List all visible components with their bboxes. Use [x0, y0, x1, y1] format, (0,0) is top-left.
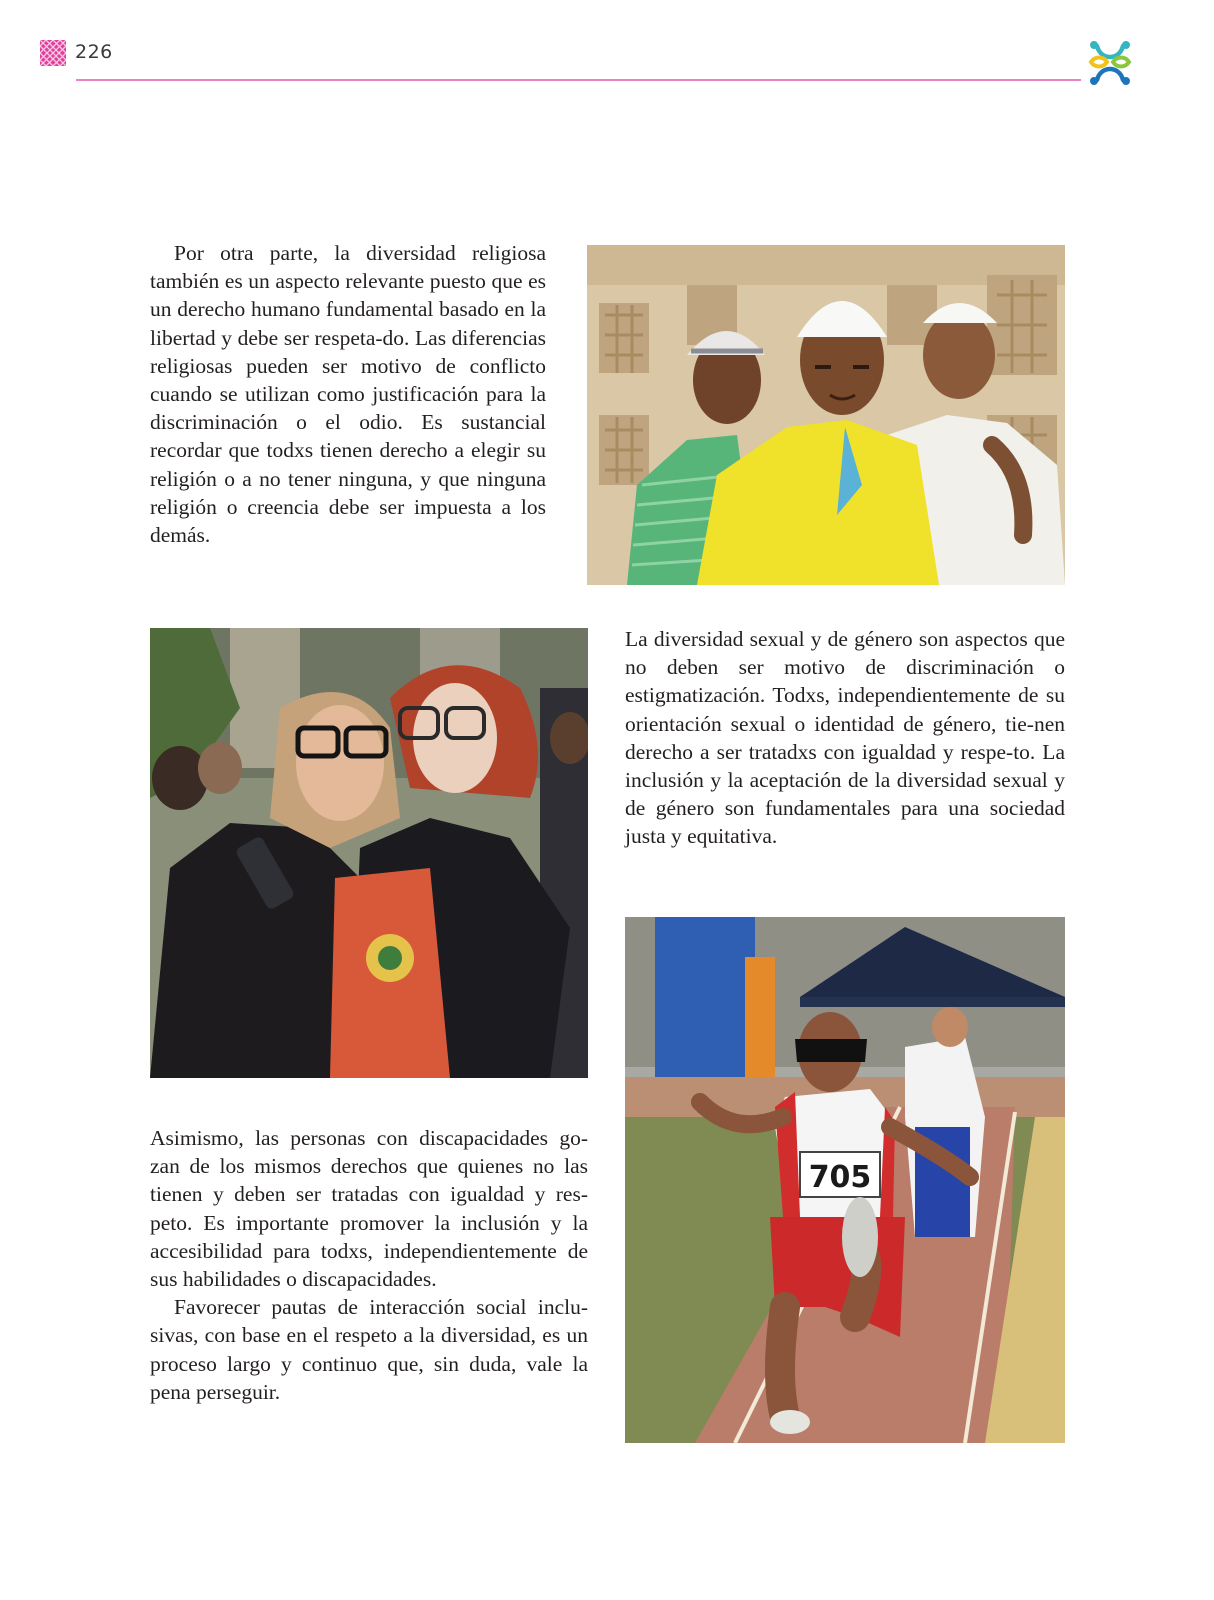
page-number: 226: [75, 41, 113, 63]
disability-paragraph-block: [150, 1124, 588, 1406]
religion-paragraph-block: [150, 239, 546, 549]
sexual-diversity-paragraph: La diversidad sexual y de género son aspectos que no deben ser motivo de discriminación o estigmatización. Todxs, independientemente de su orientación sexual o identidad de género, tie-nen derecho a ser tratadxs con igualdad y respe-to. La inclusión y la aceptación de la diversidad sexual y de género son fundamentales para una sociedad justa y equitativa.: [625, 627, 1065, 849]
photo-young-men-religious-caps: [587, 245, 1065, 585]
header-rule: [76, 79, 1081, 81]
disability-paragraph: Asimismo, las personas con discapacidades go-zan de los mismos derechos que quienes no las tienen y deben ser tratadas con igualdad y res-peto. Es importante promover la inclusión y la accesibilidad para todxs, independientemente de sus habilidades o discapacidades.: [150, 1126, 588, 1292]
inclusion-paragraph: Favorecer pautas de interacción social inclu-sivas, con base en el respeto a la diversidad, es un proceso largo y continuo que, sin duda, vale la pena perseguir.: [150, 1295, 588, 1404]
photo-blindfolded-athlete-long-jump: [625, 917, 1065, 1443]
ornament-pattern-icon: [40, 40, 66, 66]
photo-two-young-women-hugging: [150, 628, 588, 1078]
bib-number: 705: [808, 1160, 872, 1195]
people-circle-logo-icon: [1085, 38, 1135, 88]
pattern-glyph: [40, 40, 66, 66]
sexual-diversity-paragraph-block: [625, 625, 1065, 851]
religion-paragraph: Por otra parte, la diversidad religiosa también es un aspecto relevante puesto que es un derecho humano fundamental basado en la libertad y debe ser respeta-do. Las diferencias religiosas pueden ser motivo de conflicto cuando se utilizan como justificación para la discriminación o el odio. Es sustancial recordar que todxs tienen derecho a elegir su religión o a no tener ninguna, y que ninguna religión o creencia debe ser impuesta a los demás.: [150, 241, 546, 548]
